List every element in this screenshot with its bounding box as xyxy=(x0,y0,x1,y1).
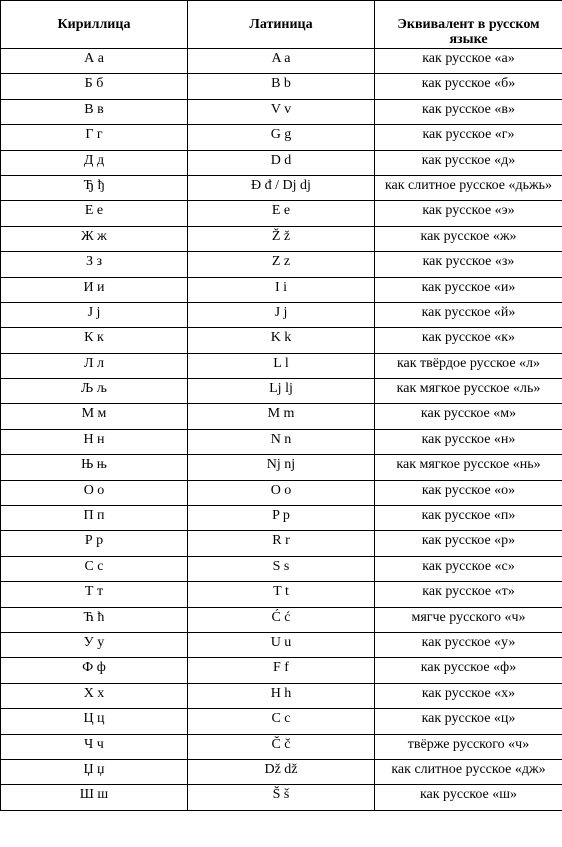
cell-russian-equivalent: как мягкое русское «нь» xyxy=(375,455,562,480)
cell-russian-equivalent: как русское «г» xyxy=(375,125,562,150)
cell-russian-equivalent: как твёрдое русское «л» xyxy=(375,353,562,378)
cell-cyrillic: Ђ ђ xyxy=(1,175,188,200)
cell-cyrillic: J j xyxy=(1,302,188,327)
table-row xyxy=(1,49,562,74)
cell-cyrillic: Н н xyxy=(1,429,188,454)
cell-russian-equivalent: как русское «х» xyxy=(375,683,562,708)
cell-russian-equivalent: как русское «у» xyxy=(375,632,562,657)
cell-latin: O o xyxy=(188,480,375,505)
cell-latin: D d xyxy=(188,150,375,175)
cell-latin: Š š xyxy=(188,785,375,810)
cell-cyrillic: П п xyxy=(1,506,188,531)
cell-latin: Ć ć xyxy=(188,607,375,632)
cell-cyrillic: Х х xyxy=(1,683,188,708)
header-russian-equivalent: Эквивалент в русском языке xyxy=(375,1,562,49)
table-row xyxy=(1,252,562,277)
cell-latin: N n xyxy=(188,429,375,454)
table-row xyxy=(1,582,562,607)
cell-cyrillic: З з xyxy=(1,252,188,277)
table-row xyxy=(1,125,562,150)
cell-latin: Ž ž xyxy=(188,226,375,251)
cell-latin: T t xyxy=(188,582,375,607)
cell-russian-equivalent: как русское «и» xyxy=(375,277,562,302)
cell-russian-equivalent: как русское «э» xyxy=(375,201,562,226)
table-row xyxy=(1,455,562,480)
cell-russian-equivalent: как русское «п» xyxy=(375,506,562,531)
table-row xyxy=(1,328,562,353)
cell-latin: E e xyxy=(188,201,375,226)
cell-cyrillic: Г г xyxy=(1,125,188,150)
cell-latin: Č č xyxy=(188,734,375,759)
cell-cyrillic: Л л xyxy=(1,353,188,378)
cell-cyrillic: О о xyxy=(1,480,188,505)
table-body xyxy=(1,49,562,811)
table-row xyxy=(1,175,562,200)
table-row xyxy=(1,150,562,175)
cell-russian-equivalent: как мягкое русское «ль» xyxy=(375,379,562,404)
table-row xyxy=(1,531,562,556)
cell-russian-equivalent: как русское «й» xyxy=(375,302,562,327)
cell-latin: F f xyxy=(188,658,375,683)
cell-cyrillic: К к xyxy=(1,328,188,353)
cell-cyrillic: Ф ф xyxy=(1,658,188,683)
header-cyrillic: Кириллица xyxy=(1,1,188,49)
cell-russian-equivalent: как русское «б» xyxy=(375,74,562,99)
table-row xyxy=(1,658,562,683)
cell-cyrillic: Б б xyxy=(1,74,188,99)
cell-cyrillic: У у xyxy=(1,632,188,657)
cell-cyrillic: Ц ц xyxy=(1,709,188,734)
cell-russian-equivalent: как русское «ж» xyxy=(375,226,562,251)
cell-cyrillic: И и xyxy=(1,277,188,302)
table-row xyxy=(1,734,562,759)
cell-latin: I i xyxy=(188,277,375,302)
table-row xyxy=(1,404,562,429)
cell-latin: G g xyxy=(188,125,375,150)
cell-russian-equivalent: как русское «з» xyxy=(375,252,562,277)
cell-russian-equivalent: мягче русского «ч» xyxy=(375,607,562,632)
cell-russian-equivalent: как русское «ф» xyxy=(375,658,562,683)
cell-latin: U u xyxy=(188,632,375,657)
cell-latin: A a xyxy=(188,49,375,74)
cell-latin: L l xyxy=(188,353,375,378)
table-row xyxy=(1,709,562,734)
table-row xyxy=(1,480,562,505)
table-row xyxy=(1,226,562,251)
cell-latin: C c xyxy=(188,709,375,734)
cell-cyrillic: М м xyxy=(1,404,188,429)
cell-latin: Nj nj xyxy=(188,455,375,480)
cell-cyrillic: Ч ч xyxy=(1,734,188,759)
cell-russian-equivalent: как слитное русское «дьжь» xyxy=(375,175,562,200)
cell-russian-equivalent: как русское «к» xyxy=(375,328,562,353)
cell-cyrillic: Е е xyxy=(1,201,188,226)
cell-russian-equivalent: как слитное русское «дж» xyxy=(375,759,562,784)
cell-latin: Đ đ / Dj dj xyxy=(188,175,375,200)
table-row xyxy=(1,353,562,378)
cell-cyrillic: Џ џ xyxy=(1,759,188,784)
table-row xyxy=(1,632,562,657)
cell-latin: Lj lj xyxy=(188,379,375,404)
cell-cyrillic: Ж ж xyxy=(1,226,188,251)
cell-russian-equivalent: как русское «д» xyxy=(375,150,562,175)
table-row xyxy=(1,785,562,810)
cell-russian-equivalent: как русское «ц» xyxy=(375,709,562,734)
cell-cyrillic: Ш ш xyxy=(1,785,188,810)
cell-russian-equivalent: твёрже русского «ч» xyxy=(375,734,562,759)
cell-russian-equivalent: как русское «а» xyxy=(375,49,562,74)
cell-russian-equivalent: как русское «н» xyxy=(375,429,562,454)
table-row xyxy=(1,379,562,404)
table-row xyxy=(1,607,562,632)
cell-russian-equivalent: как русское «т» xyxy=(375,582,562,607)
cell-latin: P p xyxy=(188,506,375,531)
cell-latin: Dž dž xyxy=(188,759,375,784)
table-row xyxy=(1,759,562,784)
table-row xyxy=(1,302,562,327)
table-row xyxy=(1,429,562,454)
cell-cyrillic: Р р xyxy=(1,531,188,556)
cell-russian-equivalent: как русское «р» xyxy=(375,531,562,556)
table-header xyxy=(1,1,562,49)
cell-russian-equivalent: как русское «ш» xyxy=(375,785,562,810)
cell-cyrillic: Ћ ћ xyxy=(1,607,188,632)
cell-latin: V v xyxy=(188,99,375,124)
table-row xyxy=(1,683,562,708)
cell-cyrillic: Т т xyxy=(1,582,188,607)
table-row xyxy=(1,99,562,124)
cell-latin: J j xyxy=(188,302,375,327)
cell-latin: B b xyxy=(188,74,375,99)
table-row xyxy=(1,277,562,302)
cell-russian-equivalent: как русское «с» xyxy=(375,556,562,581)
header-latin: Латиница xyxy=(188,1,375,49)
cell-cyrillic: В в xyxy=(1,99,188,124)
cell-latin: R r xyxy=(188,531,375,556)
table-row xyxy=(1,556,562,581)
table-row xyxy=(1,201,562,226)
cell-cyrillic: С с xyxy=(1,556,188,581)
cell-cyrillic: Љ љ xyxy=(1,379,188,404)
cell-russian-equivalent: как русское «в» xyxy=(375,99,562,124)
cell-latin: Z z xyxy=(188,252,375,277)
header-row xyxy=(1,1,562,49)
cell-cyrillic: Њ њ xyxy=(1,455,188,480)
table-row xyxy=(1,74,562,99)
cell-latin: M m xyxy=(188,404,375,429)
cell-latin: K k xyxy=(188,328,375,353)
cell-cyrillic: А а xyxy=(1,49,188,74)
cell-cyrillic: Д д xyxy=(1,150,188,175)
cell-russian-equivalent: как русское «м» xyxy=(375,404,562,429)
cell-latin: H h xyxy=(188,683,375,708)
table-row xyxy=(1,506,562,531)
cell-russian-equivalent: как русское «о» xyxy=(375,480,562,505)
cell-latin: S s xyxy=(188,556,375,581)
